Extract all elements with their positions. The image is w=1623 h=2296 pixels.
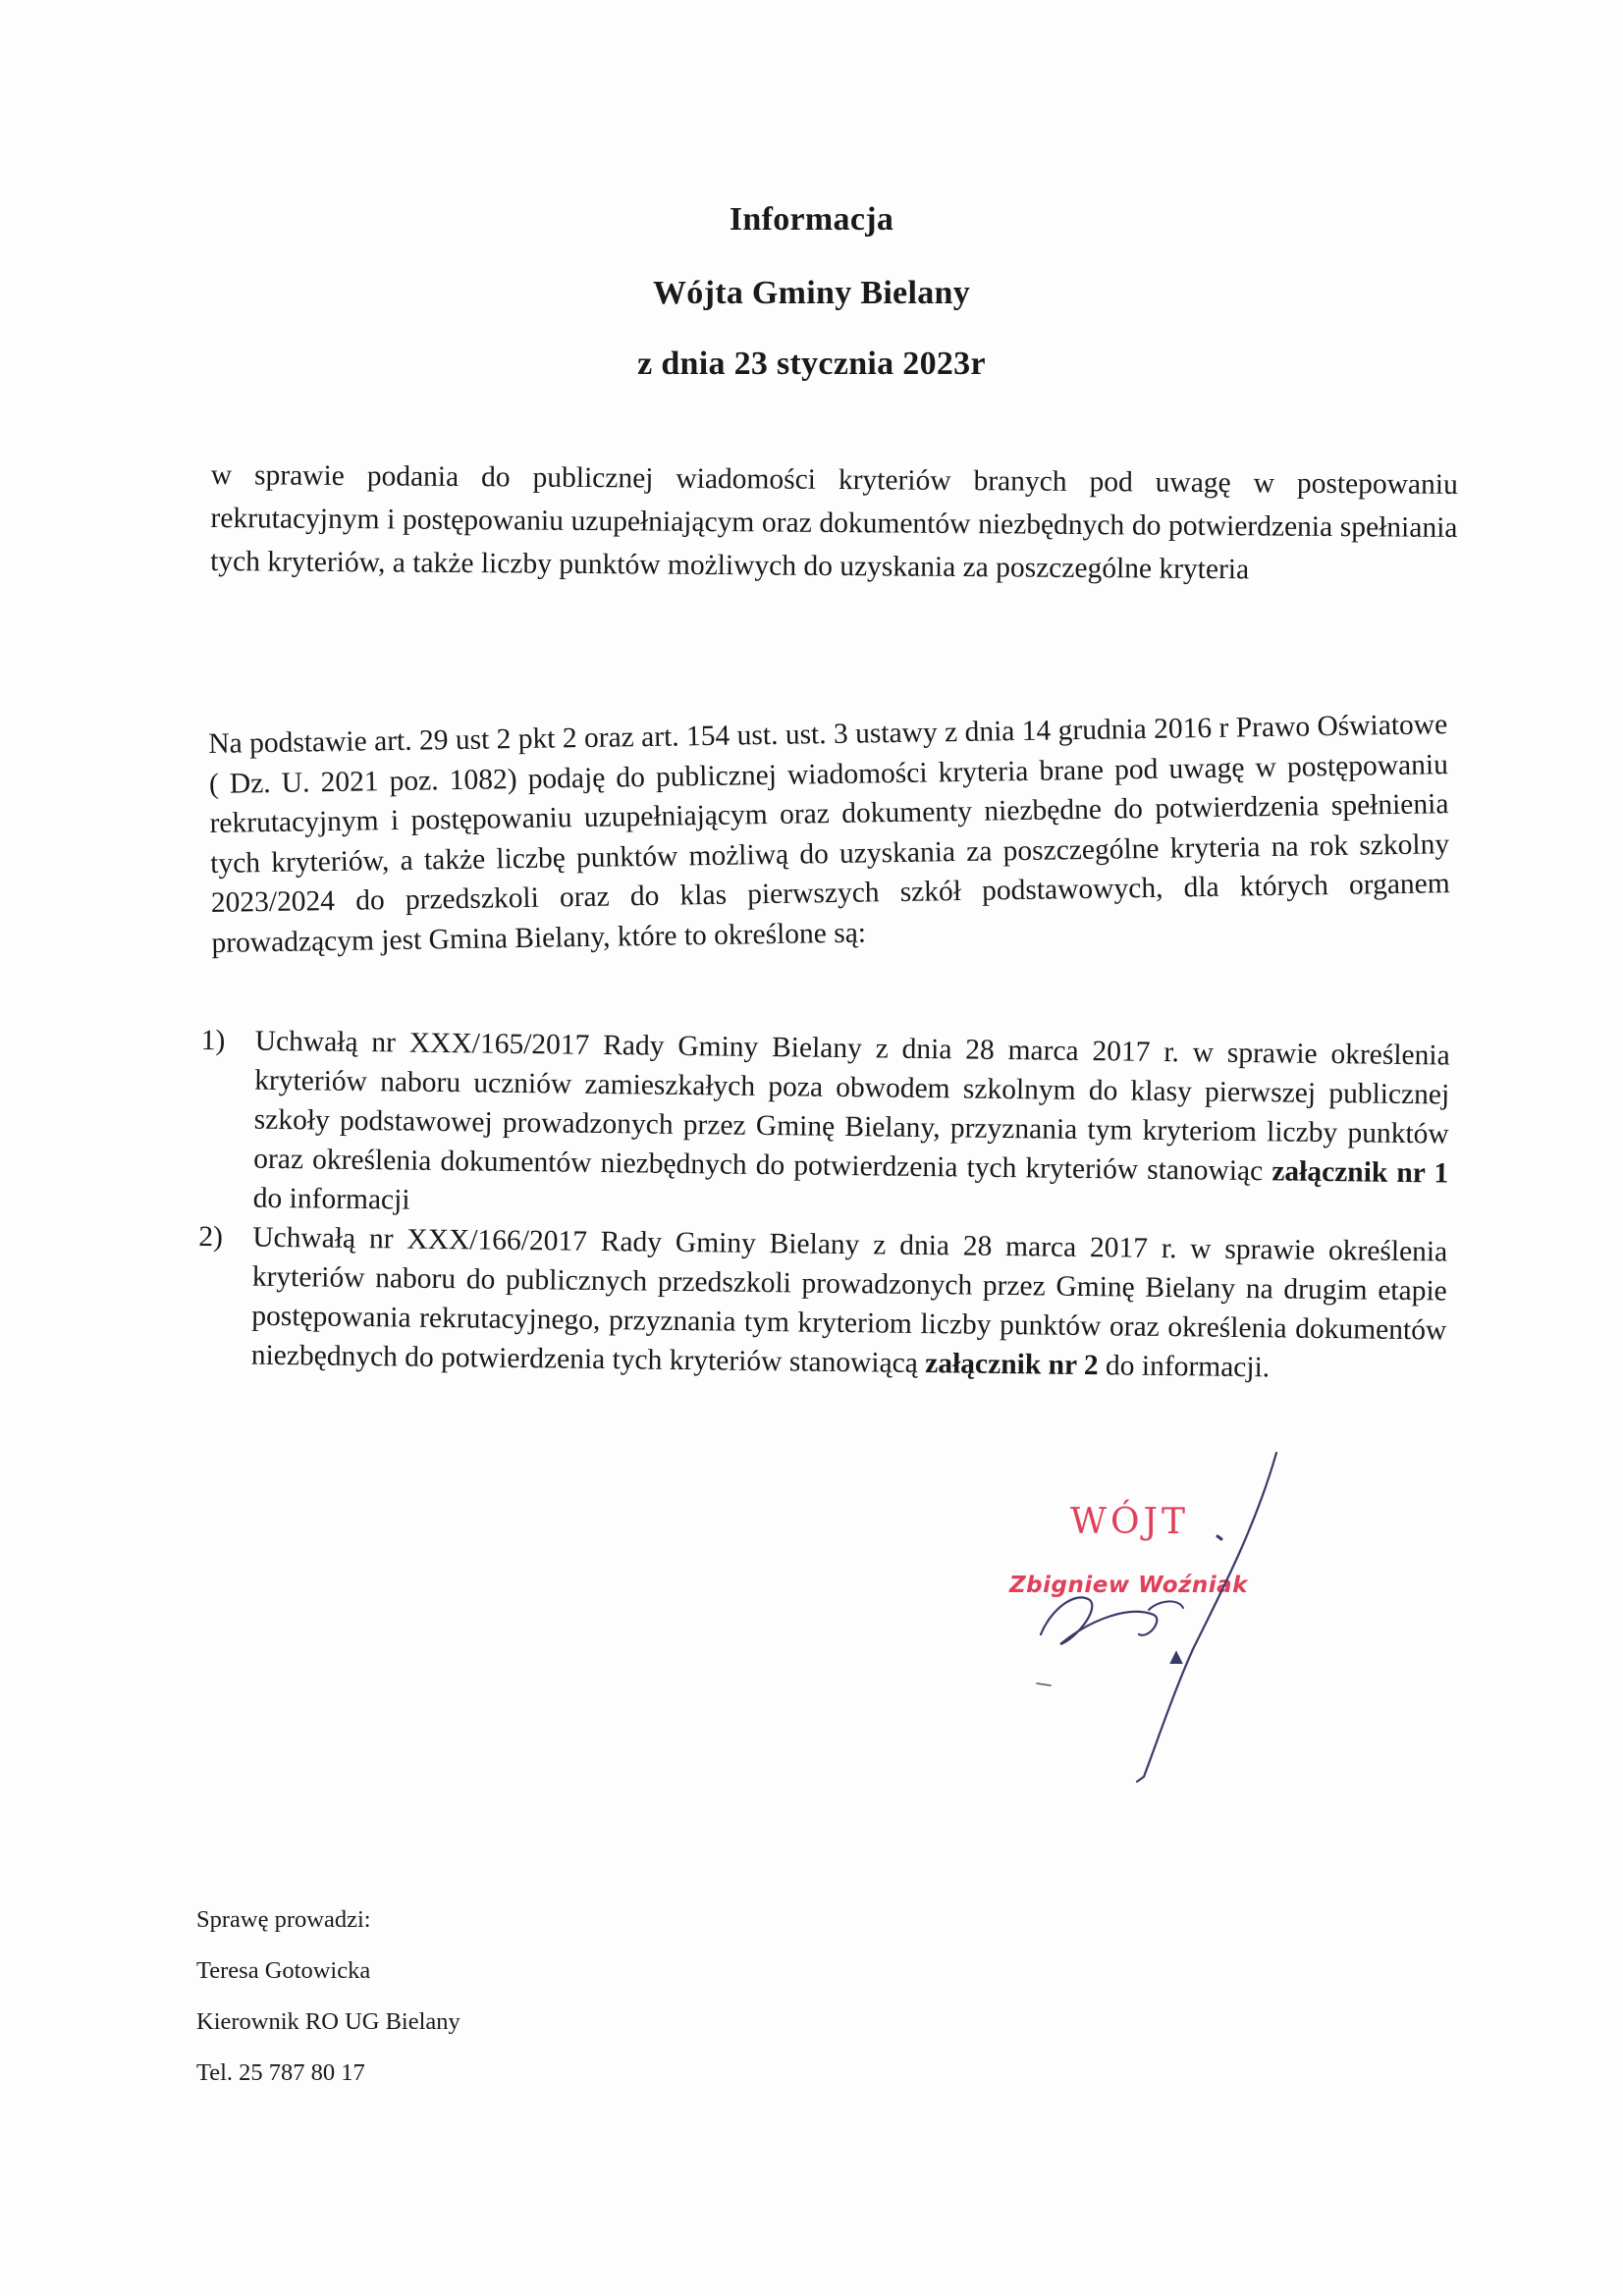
document-title: Informacja (729, 201, 894, 238)
list-item-suffix: do informacji (252, 1182, 410, 1216)
list-item-suffix: do informacji. (1098, 1350, 1271, 1384)
attachment-reference: załącznik nr 2 (925, 1348, 1099, 1382)
stamp-name: Zbigniew Woźniak (1009, 1573, 1248, 1598)
contact-position: Kierownik RO UG Bielany (196, 2008, 460, 2035)
resolutions-list (197, 1021, 1450, 1390)
body-paragraph: Na podstawie art. 29 ust 2 pkt 2 oraz art. 154 ust. ust. 3 ustawy z dnia 14 grudnia 2016 r Prawo Oświatowe ( Dz. U. 2021 poz. 1082) podaję do publicznej wiadomości kryteria brane pod uwagę w postępowaniu rekrutacyjnym i postępowaniu uzupełniającym oraz dokumenty niezbędne do potwierdzenia spełnienia tych kryteriów, a także liczbę punktów możliwą do uzyskania za poszczególne kryteria na rok szkolny 2023/2024 do przedszkoli oraz do klas pierwszych szkół podstawowych, dla których organem prowadzącym jest Gmina Bielany, które to określone są: (208, 709, 1450, 959)
list-item (199, 1021, 1450, 1233)
stamp-title: WÓJT (1070, 1502, 1189, 1542)
list-item-text: Uchwałą nr XXX/166/2017 Rady Gminy Bielany z dnia 28 marca 2017 r. w sprawie określenia kryteriów naboru do publicznych przedszkoli prowadzonych przez Gminę Bielany na drugim etapie postępowania rekrutacyjnego, przyznania tym kryteriom liczby punktów oraz określenia dokumentów niezbędnych do potwierdzenia tych kryteriów stanowiącą (250, 1221, 1448, 1380)
subject-paragraph: w sprawie podania do publicznej wiadomości kryteriów branych pod uwagę w postepowaniu rekrutacyjnym i postępowaniu uzupełniającym oraz dokumentów niezbędnych do potwierdzenia spełniania tych kryteriów, a także liczby punktów możliwych do uzyskania za poszczególne kryteria (210, 458, 1458, 586)
list-item (197, 1217, 1448, 1390)
list-item-number: 1) (200, 1024, 226, 1057)
document-issuer: Wójta Gminy Bielany (652, 275, 971, 311)
contact-name: Teresa Gotowicka (196, 1957, 371, 1984)
contact-phone: Tel. 25 787 80 17 (196, 2059, 365, 2086)
list-item-number: 2) (198, 1220, 224, 1254)
document-date: z dnia 23 stycznia 2023r (637, 346, 986, 382)
contact-label: Sprawę prowadzi: (196, 1906, 371, 1933)
attachment-reference: załącznik nr 1 (1271, 1155, 1449, 1190)
handwritten-signature (982, 1443, 1316, 1796)
contact-block (196, 1895, 460, 2099)
list-item-text: Uchwałą nr XXX/165/2017 Rady Gminy Bielany z dnia 28 marca 2017 r. w sprawie określenia kryteriów naboru uczniów zamieszkałych poza obwodem szkolnym do klasy pierwszej publicznej szkoły podstawowej prowadzonych przez Gminę Bielany, przyznania tym kryteriom liczby punktów oraz określenia dokumentów niezbędnych do potwierdzenia tych kryteriów stanowiąc (253, 1025, 1450, 1188)
